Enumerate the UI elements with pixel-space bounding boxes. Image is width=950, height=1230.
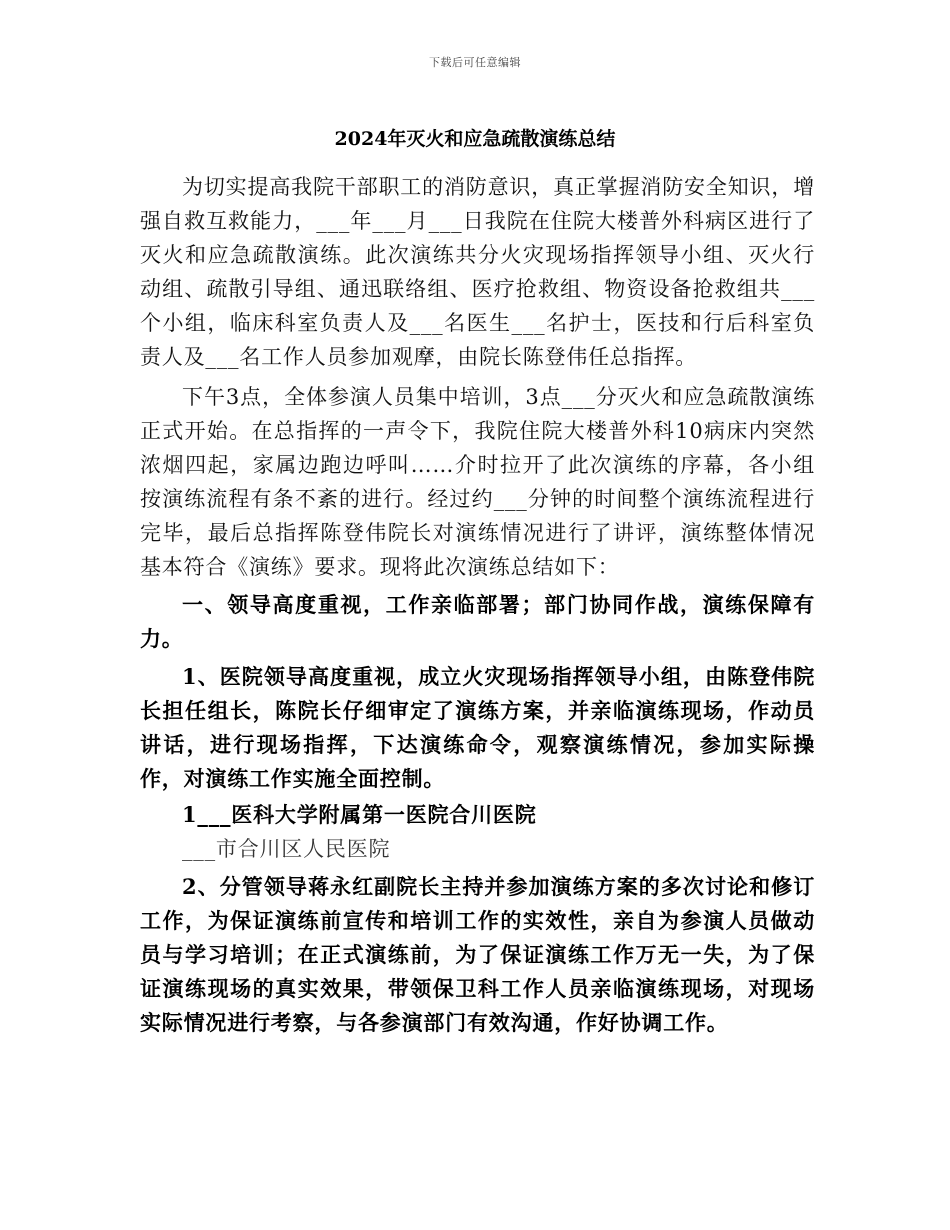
page-header: 下载后可任意编辑 <box>429 56 521 69</box>
section-heading-1: 一、领导高度重视，工作亲临部署；部门协同作战，演练保障有力。 <box>140 592 815 651</box>
hospital-name-line: 1___医科大学附属第一医院合川医院 <box>182 802 537 827</box>
document-body <box>140 170 815 1040</box>
paragraph-deputy-leadership: 2、分管领导蒋永红副院长主持并参加演练方案的多次讨论和修订工作，为保证演练前宣传和培训工作的实效性，亲自为参演人员做动员与学习培训；在正式演练前，为了保证演练工作万无一失，为了保证演练现场的真实效果，带领保卫科工作人员亲临演练现场，对现场实际情况进行考察，与各参演部门有效沟通，作好协调工作。 <box>140 874 815 1035</box>
paragraph-drill-process: 下午3点，全体参演人员集中培训，3点___分灭火和应急疏散演练正式开始。在总指挥的一声令下，我院住院大楼普外科10病床内突然浓烟四起，家属边跑边呼叫……介时拉开了此次演练的序幕，各小组按演练流程有条不紊的进行。经过约___分钟的时间整个演练流程进行完毕，最后总指挥陈登伟院长对演练情况进行了讲评，演练整体情况基本符合《演练》要求。现将此次演练总结如下： <box>140 385 815 579</box>
paragraph-intro: 为切实提高我院干部职工的消防意识，真正掌握消防安全知识，增强自救互救能力，___年___月___日我院在住院大楼普外科病区进行了灭火和应急疏散演练。此次演练共分火灾现场指挥领导小组、灭火行动组、疏散引导组、通迅联络组、医疗抢救组、物资设备抢救组共___个小组，临床科室负责人及___名医生___名护士，医技和行后科室负责人及___名工作人员参加观摩，由院长陈登伟任总指挥。 <box>140 175 815 369</box>
paragraph-leadership: 1、医院领导高度重视，成立火灾现场指挥领导小组，由陈登伟院长担任组长，陈院长仔细审定了演练方案，并亲临演练现场，作动员讲话，进行现场指挥，下达演练命令，观察演练情况，参加实际操作，对演练工作实施全面控制。 <box>140 664 815 791</box>
hospital-subname-line: ___市合川区人民医院 <box>182 837 391 861</box>
document-title: 2024年灭火和应急疏散演练总结 <box>334 128 616 150</box>
